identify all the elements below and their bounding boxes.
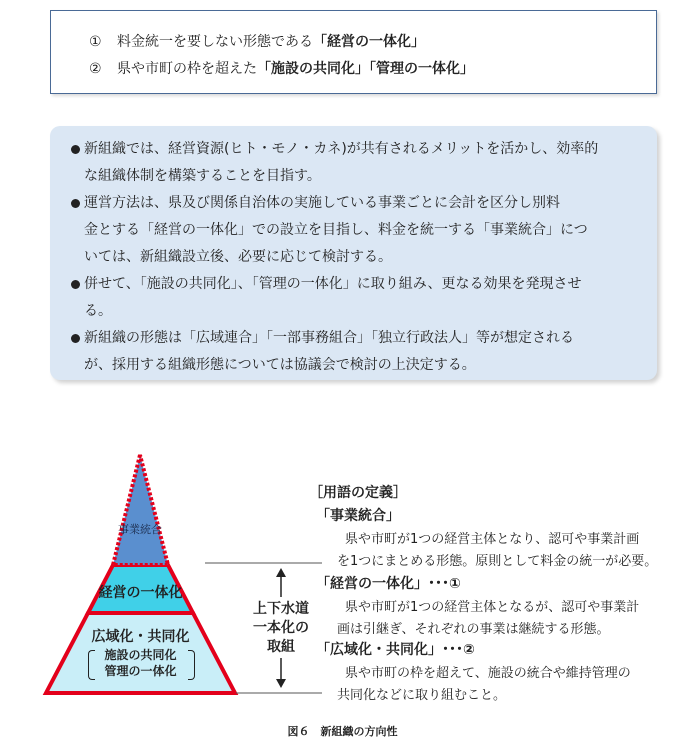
term-description: 画は引継ぎ、それぞれの事業は継続する形態。 <box>337 622 610 637</box>
policy-line: る。 <box>84 303 112 319</box>
policy-line: 新組織では、経営資源(ヒト・モノ・カネ)が共有されるメリットを活かし、効率的 <box>84 141 599 157</box>
term-title: 「経営の一体化」･･･① <box>316 576 461 592</box>
figure-caption: 図６ 新組織の方向性 <box>287 725 398 738</box>
integration-label-line: 上下水道 <box>253 601 309 617</box>
item-bold-text: 「経営の一体化」 <box>313 34 425 50</box>
term-description: 県や市町の枠を超えて、施設の統合や維持管理の <box>345 666 631 681</box>
term-description: 県や市町が1つの経営主体となり、認可や事業計画 <box>345 532 640 547</box>
policy-line: 運営方法は、県及び関係自治体の実施している事業ごとに会計を区分し別料 <box>84 195 560 211</box>
item-text: 料金統一を要しない形態である <box>117 34 313 50</box>
integration-label-line: 一本化の <box>253 620 309 636</box>
item-number: ② <box>89 61 102 77</box>
integration-label <box>249 600 313 657</box>
pyramid-middle-label: 経営の一体化 <box>98 585 183 601</box>
integration-label-line: 取組 <box>267 639 295 655</box>
pyramid-sub-label-2: 管理の一体化 <box>104 664 177 678</box>
pyramid-top-label: 事業統合 <box>118 523 162 536</box>
term-description: を1つにまとめる形態。原則として料金の統一が必要。 <box>337 554 658 569</box>
bracket-left <box>88 650 95 680</box>
item-number: ① <box>89 34 102 50</box>
definitions-heading: ［用語の定義］ <box>309 485 407 501</box>
pyramid-bottom-sub <box>80 647 201 679</box>
term-title: 「事業統合」 <box>316 508 400 524</box>
bracket-right <box>188 650 195 680</box>
pyramid-top-band <box>113 455 168 565</box>
term-title: 「広域化・共同化」･･･② <box>316 642 475 658</box>
pyramid-bottom-title: 広域化・共同化 <box>91 629 190 645</box>
arrow-up-icon <box>276 568 286 577</box>
policy-line: 併せて、「施設の共同化」、「管理の一体化」に取り組み、更なる効果を発現させ <box>84 276 582 292</box>
policy-line: な組織体制を構築することを目指す。 <box>84 168 321 184</box>
policy-line: いては、新組織設立後、必要に応じて検討する。 <box>84 249 392 265</box>
term-description: 共同化などに取り組むこと。 <box>337 688 507 703</box>
item-text: 県や市町の枠を超えた <box>117 61 257 77</box>
pyramid-sub-label-1: 施設の共同化 <box>104 648 177 662</box>
item-bold-text: 「施設の共同化」「管理の一体化」 <box>257 61 474 77</box>
term-description: 県や市町が1つの経営主体となるが、認可や事業計 <box>345 600 640 615</box>
policy-line: 新組織の形態は「広域連合」「一部事務組合」「独立行政法人」等が想定される <box>84 330 574 346</box>
policy-line: 金とする「経営の一体化」での設立を目指し、料金を統一する「事業統合」につ <box>84 222 588 238</box>
arrow-down-icon <box>276 679 286 688</box>
policy-line: が、採用する組織形態については協議会で検討の上決定する。 <box>84 357 476 373</box>
